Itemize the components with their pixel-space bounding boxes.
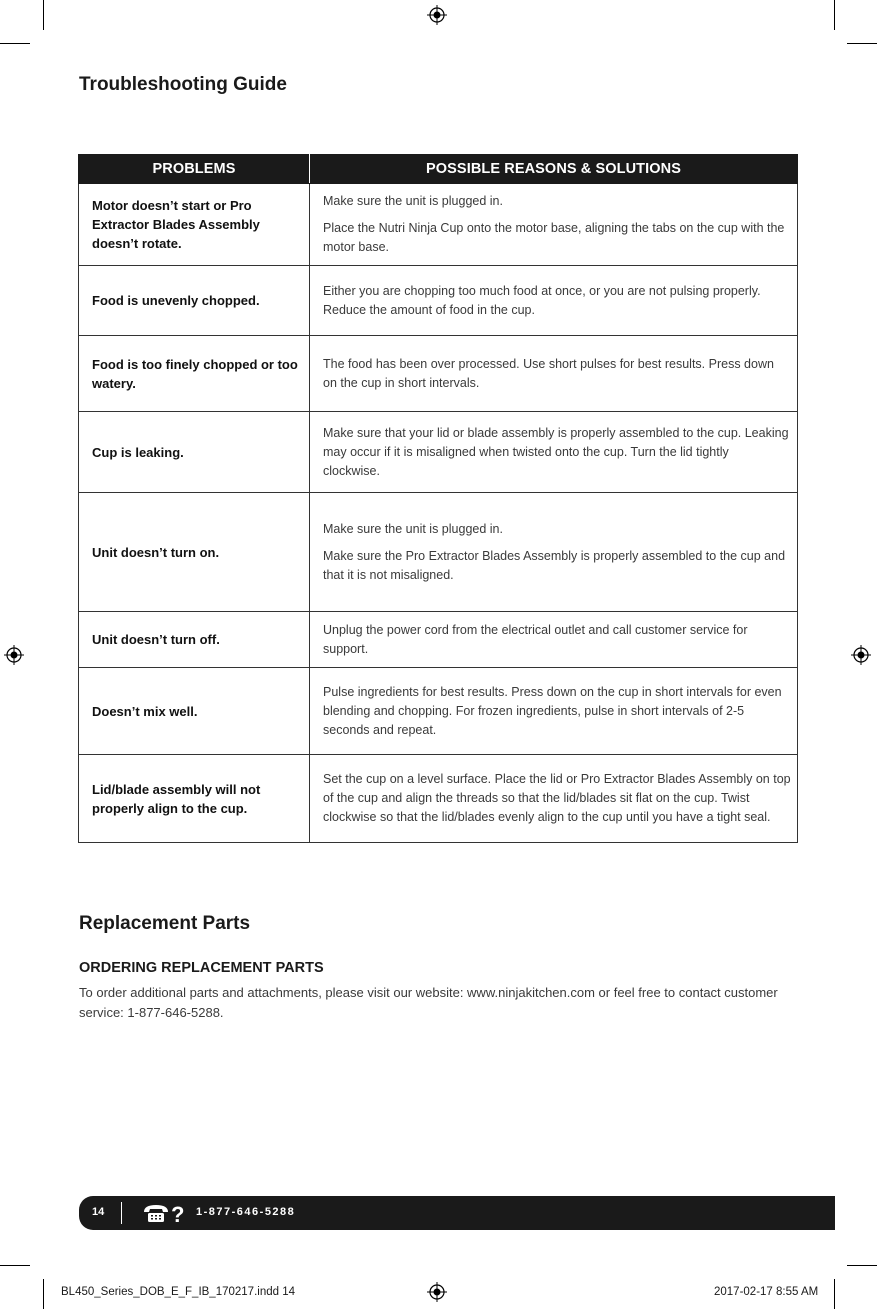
- solution-text: Place the Nutri Ninja Cup onto the motor base, aligning the tabs on the cup with the motor base.: [323, 221, 785, 254]
- registration-mark-icon: [4, 645, 24, 665]
- registration-mark-icon: [427, 5, 447, 25]
- solution-cell: [310, 668, 798, 755]
- solution-cell: [310, 184, 798, 266]
- table-row: [79, 184, 798, 266]
- problem-cell: Food is unevenly chopped.: [79, 266, 310, 336]
- table-row: [79, 493, 798, 612]
- table-header-row: [79, 155, 798, 184]
- solution-cell: [310, 412, 798, 493]
- table-row: [79, 336, 798, 412]
- problem-cell: Unit doesn’t turn off.: [79, 612, 310, 668]
- solution-text: Either you are chopping too much food at once, or you are not pulsing properly. Reduce the amount of food in the cup.: [323, 283, 761, 317]
- registration-mark-icon: [427, 1282, 447, 1302]
- solution-cell: [310, 755, 798, 843]
- footer-bar: [79, 1196, 835, 1230]
- column-header-solutions: POSSIBLE REASONS & SOLUTIONS: [310, 155, 798, 184]
- page-number: 14: [92, 1206, 105, 1218]
- svg-text:?: ?: [171, 1202, 185, 1224]
- phone-help-icon: [141, 1202, 185, 1224]
- solution-cell: [310, 612, 798, 668]
- table-row: [79, 755, 798, 843]
- crop-mark: [847, 1265, 877, 1266]
- ordering-body-text: To order additional parts and attachments, please visit our website: www.ninjakitchen.com or feel free to contact customer service: 1-877-646-5288.: [79, 985, 778, 1020]
- problem-cell: Unit doesn’t turn on.: [79, 493, 310, 612]
- slug-filename: BL450_Series_DOB_E_F_IB_170217.indd 14: [61, 1286, 296, 1298]
- problem-cell: Motor doesn’t start or Pro Extractor Blades Assembly doesn’t rotate.: [79, 184, 310, 266]
- solution-cell: [310, 266, 798, 336]
- problem-cell: Food is too finely chopped or too watery.: [79, 336, 310, 412]
- solution-text: Make sure that your lid or blade assembly is properly assembled to the cup. Leaking may occur if it is misaligned when twisted onto the cup. Turn the lid tightly clockwise.: [323, 425, 789, 478]
- slug-timestamp: 2017-02-17 8:55 AM: [714, 1286, 819, 1298]
- table-row: [79, 668, 798, 755]
- crop-mark: [43, 0, 44, 30]
- troubleshooting-table: [78, 154, 798, 843]
- problem-cell: Lid/blade assembly will not properly align to the cup.: [79, 755, 310, 843]
- crop-mark: [847, 43, 877, 44]
- ordering-subtitle: ORDERING REPLACEMENT PARTS: [79, 960, 324, 976]
- footer-divider: [121, 1202, 122, 1224]
- crop-mark: [834, 1279, 835, 1309]
- table-row: [79, 612, 798, 668]
- column-header-problems: PROBLEMS: [79, 155, 310, 184]
- registration-mark-icon: [851, 645, 871, 665]
- solution-text: Set the cup on a level surface. Place the lid or Pro Extractor Blades Assembly on top of the cup and align the threads so that the lid/blades sit flat on the cup. Twist clockwise so that the lid/blades evenly align to the cup until you have a tight seal.: [323, 772, 791, 824]
- solution-text: Make sure the unit is plugged in.: [323, 521, 503, 536]
- solution-text: Unplug the power cord from the electrical outlet and call customer service for support.: [323, 622, 748, 656]
- table-row: [79, 266, 798, 336]
- solution-cell: [310, 336, 798, 412]
- solution-text: Make sure the unit is plugged in.: [323, 194, 503, 208]
- page-title: Troubleshooting Guide: [79, 74, 287, 95]
- solution-text: The food has been over processed. Use short pulses for best results. Press down on the cup in short intervals.: [323, 356, 774, 390]
- crop-mark: [43, 1279, 44, 1309]
- solution-text: Pulse ingredients for best results. Press down on the cup in short intervals for even blending and chopping. For frozen ingredients, pulse in short intervals of 2-5 seconds and repeat.: [323, 684, 782, 737]
- solution-cell: [310, 493, 798, 612]
- footer-phone-number: 1-877-646-5288: [196, 1206, 296, 1218]
- replacement-parts-title: Replacement Parts: [79, 913, 251, 934]
- problem-cell: Doesn’t mix well.: [79, 668, 310, 755]
- solution-text: Make sure the Pro Extractor Blades Assembly is properly assembled to the cup and that it is not misaligned.: [323, 548, 786, 582]
- table-row: [79, 412, 798, 493]
- crop-mark: [834, 0, 835, 30]
- problem-cell: Cup is leaking.: [79, 412, 310, 493]
- crop-mark: [0, 43, 30, 44]
- crop-mark: [0, 1265, 30, 1266]
